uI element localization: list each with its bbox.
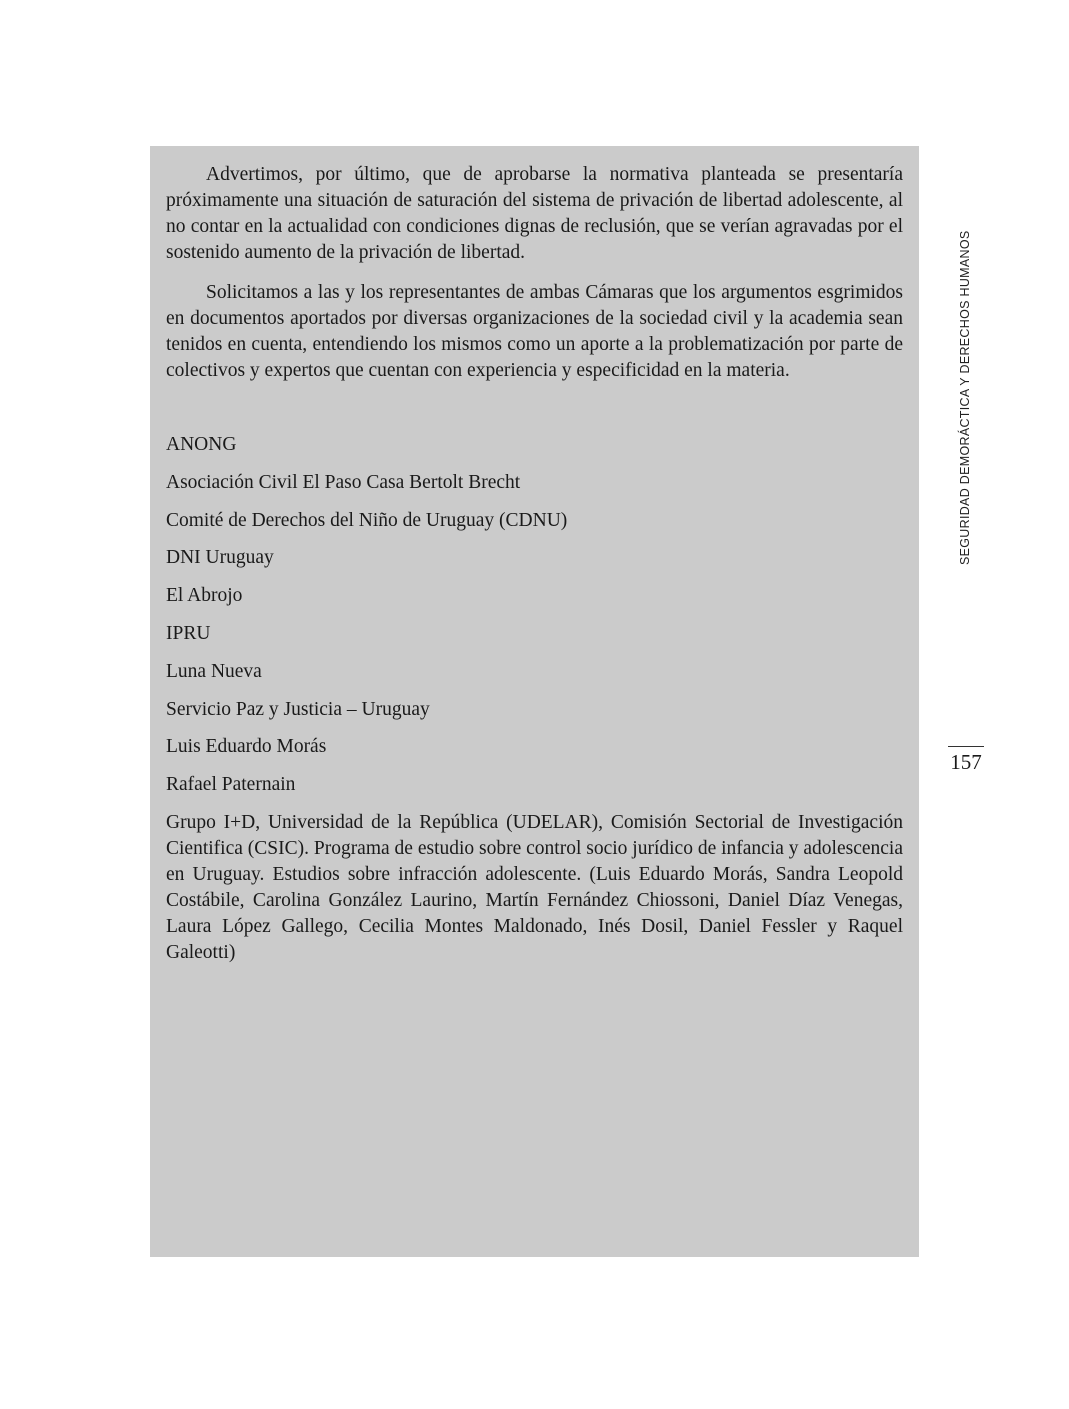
signer-item-research-group: Grupo I+D, Universidad de la República (UDELAR), Comisión Sectorial de Investigación Cientifica (CSIC). Programa de estudio sobre control socio jurídico de infancia y adolescencia en Uruguay. Estudios sobre infracción adolescente. (Luis Eduardo Morás, Sandra Leopold Costábile, Carolina González Laurino, Martín Fernández Chiossoni, Daniel Díaz Venegas, Laura López Gallego, Cecilia Montes Maldonado, Inés Dosil, Daniel Fessler y Raquel Galeotti) <box>166 811 903 963</box>
signer-item: DNI Uruguay <box>166 547 274 569</box>
signer-item: El Abrojo <box>166 585 243 607</box>
signer-item: IPRU <box>166 622 211 644</box>
page-number-rule <box>948 746 984 747</box>
body-text <box>166 162 903 978</box>
signer-item: ANONG <box>166 434 237 455</box>
running-head: SEGURIDAD DEMORÁCTICA Y DERECHOS HUMANOS <box>958 230 972 565</box>
signers-list <box>166 432 903 966</box>
signer-item: Asociación Civil El Paso Casa Bertolt Brecht <box>166 471 521 493</box>
page-number: 157 <box>950 750 982 774</box>
signer-item: Comité de Derechos del Niño de Uruguay (CDNU) <box>166 509 568 531</box>
signer-item: Luis Eduardo Morás <box>166 736 327 758</box>
signer-item: Luna Nueva <box>166 660 262 682</box>
signer-item: Rafael Paternain <box>166 774 296 796</box>
paragraph-saturation: Advertimos, por último, que de aprobarse la normativa planteada se presentaría próximamente una situación de saturación del sistema de privación de libertad adolescente, al no contar en la actualidad con condiciones dignas de reclusión, que se verían agravadas por el sostenido aumento de la privación de libertad. <box>166 164 903 263</box>
paragraph-request: Solicitamos a las y los representantes de ambas Cámaras que los argumentos esgrimidos en documentos aportados por diversas organizaciones de la sociedad civil y la academia sean tenidos en cuenta, entendiendo los mismos como un aporte a la problematización por parte de colectivos y expertos que cuentan con experiencia y especificidad en la materia. <box>166 282 903 381</box>
signer-item: Servicio Paz y Justicia – Uruguay <box>166 698 430 720</box>
